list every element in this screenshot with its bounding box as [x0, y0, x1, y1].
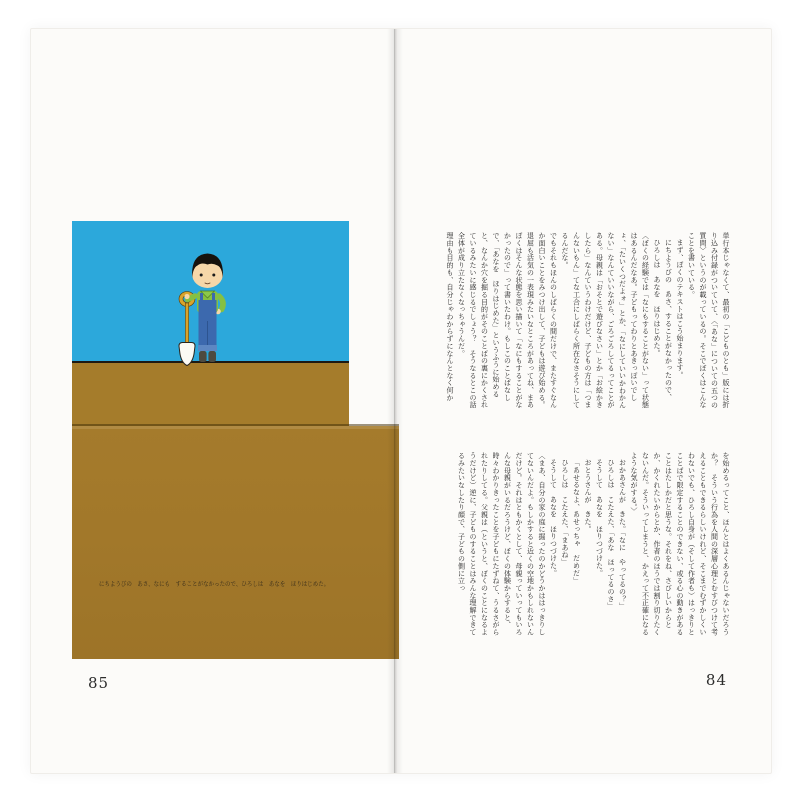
quote-line: そうして あなを ほりつづけた。	[595, 459, 604, 577]
page-gutter-line	[394, 29, 395, 773]
shovel-icon	[179, 294, 195, 366]
paragraph: まず、ぼくのテキストはこう始まります。	[676, 239, 684, 379]
paragraph: を始めるってこと、ほんとはよくあるんじゃないだろうか？ そういう行為を人間の深層心理とむすびつけて考えることもできるらしいけれど、そこまでむずかしくいわないでも、ひろし自身が（そして作者も）はっきりとことばで限定することのできない、或る心の動きがあることはたしかだと思うな。それをね、さびしいからとか、かくれたいからとか、作者のほうでは割り切りたくないんだ。そういってしまうと、かえって不正確になるような気がする。〉	[630, 452, 730, 636]
ground	[72, 363, 349, 426]
paragraph: でもそれもほんのしばらくの間だけで、またすぐなんか面白いことをみつけ出して、子どもは遊び始める。退屈も活気の一表現みたいなところがあってね、まあぼくはそんな状態を思い描いて「なにもすることがなかったので」って書いたわけ。もしこのことばなしで、「あなを ほりはじめた」というふうに始めると、なんか穴を掘る目的がそのことばの裏にかくされているみたいに感じるでしょう？ そうなるとこの話全体が成り立たなくなっちゃうんだ。	[457, 232, 558, 409]
boy-with-shovel-illustration	[174, 249, 236, 369]
page-gutter-shadow	[387, 29, 403, 773]
illustration-foldout-panel	[72, 426, 399, 659]
page-number-85: 85	[88, 674, 110, 692]
fold-crease-highlight	[72, 426, 399, 429]
paragraph: 単行本じゃなくて、最初の「こどものとも」版には折り込み付録がついていて、〈「あな」についての五つの質問〉というのが載っているの。そこでぼくはこんなことを書いている。	[687, 232, 730, 409]
quote-line: そうして あなを ほりつづけた。	[549, 459, 558, 577]
paragraph: 〈まあ、自分の家の庭に掘ったのかどうかははっきりしてないんだよ。もしかすると近くの空地かもしれないんだけど。それはともかくとして、母親っていってもいろんな母親がいるだろうけど、ぼくの体験からすると、時々わかりきったことを子どもにたずねて、うるさがられたりしてる。父親は（というと、ぼくのことになるようだけど）逆に、子どものすることはみんな理解できてるみたいなしたり顔で、子どもの側に立っ	[457, 452, 546, 636]
text-band-upper	[371, 232, 731, 409]
quote-line: 「あせるなよ、あせっちゃ だめだ」	[572, 459, 581, 584]
quote-line: ひろしは こたえた、「あな ほってるのさ」	[607, 459, 615, 610]
quote-line: おとうさんが きた。	[584, 459, 592, 533]
illustration-caption: にちようびの あさ、なにも することがなかったので、ひろしは あなを ほりはじめた。	[99, 581, 330, 588]
text-band-lower	[371, 452, 731, 636]
book-spread	[30, 28, 772, 774]
paragraph: 〈ぼくの経験では「なにもすることがない」って状態はあるんだなあ。子どもってわりとあきっぽいでしょ、「たいくつだよォ」とか、「なにしていいかわかんない」なんていいながら、ごろごろしてるってことがある。母親は「おそとで遊びなさい」とか「お絵かきしたら」なんていうわけだけど、子どもの方は「つまんないもん」てな工合にしばらく所在なさそうにしてるんだな。	[561, 232, 650, 409]
quote-line: にちようびの あさ、することがなかったので、	[664, 239, 673, 401]
paragraph: 理由も目的も、自分じゃわからずになんとなく何か	[446, 232, 454, 402]
quote-line: ひろしは あなを ほりはじめた。	[653, 239, 661, 357]
quote-line: おかあさんが きた。「なに やってるの？」	[618, 459, 627, 610]
quote-line: ひろしは こたえた、「まあね」	[561, 459, 569, 566]
page-number-84: 84	[705, 671, 727, 689]
